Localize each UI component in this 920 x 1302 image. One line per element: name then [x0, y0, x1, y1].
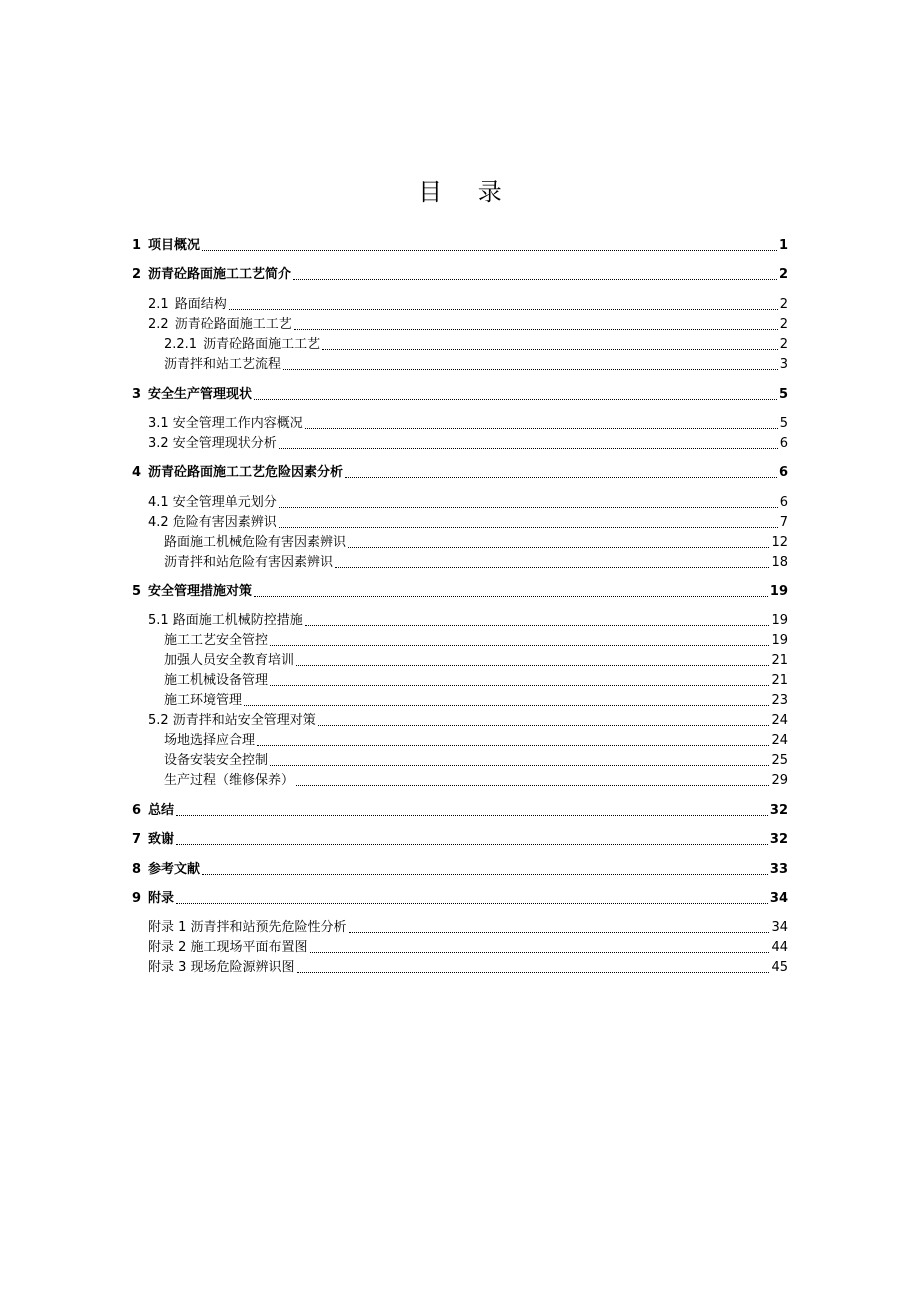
toc-entry-label: 加强人员安全教育培训	[164, 653, 295, 668]
toc-entry[interactable]	[0, 797, 920, 819]
toc-entry[interactable]	[0, 767, 920, 789]
toc-entry-label: 场地选择应合理	[164, 733, 256, 748]
toc-entry-label: 沥青砼路面施工工艺	[174, 317, 292, 332]
toc-entry[interactable]	[0, 261, 920, 283]
toc-entry[interactable]	[0, 410, 920, 432]
toc-entry[interactable]	[0, 430, 920, 452]
toc-entry-number: 3	[132, 387, 142, 402]
toc-entry[interactable]	[0, 607, 920, 629]
toc-entry[interactable]	[0, 707, 920, 729]
toc-entry-label: 附录 2 施工现场平面布置图	[148, 940, 308, 955]
toc-entry-page-number: 45	[771, 960, 788, 975]
toc-entry-number: 8	[132, 862, 142, 877]
dot-leader	[335, 567, 769, 568]
toc-entry-label: 沥青拌和站危险有害因素辨识	[164, 555, 334, 570]
toc-entry[interactable]	[0, 914, 920, 936]
toc-entry-label: 沥青拌和站工艺流程	[164, 357, 282, 372]
dot-leader	[297, 972, 770, 973]
toc-entry-page-number: 24	[771, 713, 788, 728]
dot-leader	[270, 765, 769, 766]
toc-entry-label: 附录 1 沥青拌和站预先危险性分析	[148, 920, 347, 935]
toc-entry-number: 1	[132, 238, 142, 253]
toc-entry[interactable]	[0, 311, 920, 333]
toc-entry-label: 安全管理措施对策	[148, 584, 253, 599]
toc-entry[interactable]	[0, 885, 920, 907]
dot-leader	[279, 527, 778, 528]
toc-entry-label: 路面结构	[174, 297, 227, 312]
toc-entry-label: 参考文献	[148, 862, 201, 877]
dot-leader	[305, 625, 770, 626]
toc-entry-page-number: 5	[778, 387, 788, 402]
dot-leader	[322, 349, 778, 350]
dot-leader	[254, 399, 777, 400]
toc-entry-label: 附录	[148, 891, 175, 906]
toc-entry-number: 7	[132, 832, 142, 847]
toc-entry-page-number: 32	[769, 832, 788, 847]
toc-entry-label: 沥青砼路面施工工艺	[203, 337, 321, 352]
toc-entry[interactable]	[0, 667, 920, 689]
toc-entry-label: 4.2 危险有害因素辨识	[148, 515, 277, 530]
toc-entry-page-number: 6	[778, 465, 788, 480]
dot-leader	[257, 745, 769, 746]
toc-entry-label: 5.2 沥青拌和站安全管理对策	[148, 713, 316, 728]
toc-entry-label: 安全生产管理现状	[148, 387, 253, 402]
toc-entry-number: 2.2	[148, 317, 169, 332]
toc-entry-page-number: 34	[771, 920, 788, 935]
toc-entry[interactable]	[0, 529, 920, 551]
toc-entry-page-number: 12	[771, 535, 788, 550]
toc-entry[interactable]	[0, 489, 920, 511]
toc-entry-page-number: 29	[771, 773, 788, 788]
toc-entry-page-number: 21	[771, 653, 788, 668]
toc-entry[interactable]	[0, 232, 920, 254]
toc-entry[interactable]	[0, 934, 920, 956]
toc-entry-number: 2	[132, 267, 142, 282]
toc-entry-label: 总结	[148, 803, 175, 818]
toc-entry-label: 3.1 安全管理工作内容概况	[148, 416, 303, 431]
dot-leader	[176, 815, 768, 816]
toc-entry[interactable]	[0, 459, 920, 481]
toc-entry-page-number: 32	[769, 803, 788, 818]
toc-entry-page-number: 2	[779, 337, 788, 352]
toc-entry-page-number: 34	[769, 891, 788, 906]
toc-entry-page-number: 21	[771, 673, 788, 688]
dot-leader	[279, 507, 778, 508]
toc-entry-label: 路面施工机械危险有害因素辨识	[164, 535, 347, 550]
toc-entry-page-number: 5	[779, 416, 788, 431]
toc-entry-page-number: 2	[778, 267, 788, 282]
dot-leader	[254, 596, 768, 597]
toc-entry-label: 施工机械设备管理	[164, 673, 269, 688]
toc-entry-page-number: 25	[771, 753, 788, 768]
dot-leader	[349, 932, 770, 933]
toc-entry-page-number: 44	[771, 940, 788, 955]
toc-entry-number: 5	[132, 584, 142, 599]
dot-leader	[293, 279, 777, 280]
dot-leader	[176, 844, 768, 845]
toc-entry[interactable]	[0, 381, 920, 403]
toc-entry-page-number: 3	[779, 357, 788, 372]
dot-leader	[202, 250, 777, 251]
dot-leader	[202, 874, 768, 875]
toc-entry-number: 4	[132, 465, 142, 480]
dot-leader	[305, 428, 778, 429]
toc-entry-page-number: 6	[779, 495, 788, 510]
toc-entry-number: 6	[132, 803, 142, 818]
dot-leader	[345, 477, 777, 478]
toc-entry-label: 4.1 安全管理单元划分	[148, 495, 277, 510]
dot-leader	[270, 685, 769, 686]
dot-leader	[294, 329, 778, 330]
dot-leader	[229, 309, 778, 310]
dot-leader	[244, 705, 769, 706]
dot-leader	[310, 952, 770, 953]
toc-entry-number: 9	[132, 891, 142, 906]
toc-entry-label: 5.1 路面施工机械防控措施	[148, 613, 303, 628]
toc-entry[interactable]	[0, 291, 920, 313]
toc-entry[interactable]	[0, 747, 920, 769]
toc-entry[interactable]	[0, 627, 920, 649]
toc-entry-page-number: 23	[771, 693, 788, 708]
toc-entry-page-number: 6	[779, 436, 788, 451]
toc-entry-label: 致谢	[148, 832, 175, 847]
toc-title: 目 录	[418, 178, 516, 206]
toc-entry-page-number: 19	[771, 613, 788, 628]
toc-entry-label: 3.2 安全管理现状分析	[148, 436, 277, 451]
toc-entry-page-number: 33	[769, 862, 788, 877]
toc-entry[interactable]	[0, 578, 920, 600]
toc-entry-page-number: 7	[779, 515, 788, 530]
toc-entry-page-number: 24	[771, 733, 788, 748]
toc-entry-page-number: 2	[779, 317, 788, 332]
toc-entry[interactable]	[0, 954, 920, 976]
toc-entry-label: 附录 3 现场危险源辨识图	[148, 960, 295, 975]
dot-leader	[283, 369, 778, 370]
toc-entry-page-number: 2	[779, 297, 788, 312]
toc-entry-page-number: 19	[771, 633, 788, 648]
toc-entry-page-number: 1	[778, 238, 788, 253]
toc-entry-label: 生产过程（维修保养）	[164, 773, 295, 788]
toc-entry-label: 项目概况	[148, 238, 201, 253]
toc-entry[interactable]	[0, 687, 920, 709]
toc-entry[interactable]	[0, 509, 920, 531]
dot-leader	[348, 547, 769, 548]
toc-entry-label: 施工环境管理	[164, 693, 243, 708]
toc-entry-label: 施工工艺安全管控	[164, 633, 269, 648]
toc-entry[interactable]	[0, 826, 920, 848]
toc-entry-label: 设备安装安全控制	[164, 753, 269, 768]
toc-entry-number: 2.2.1	[164, 337, 198, 352]
toc-entry[interactable]	[0, 647, 920, 669]
toc-entry-number: 2.1	[148, 297, 169, 312]
toc-entry-label: 沥青砼路面施工工艺简介	[148, 267, 292, 282]
toc-entry[interactable]	[0, 856, 920, 878]
dot-leader	[176, 903, 768, 904]
toc-entry-page-number: 18	[771, 555, 788, 570]
toc-entry[interactable]	[0, 727, 920, 749]
dot-leader	[279, 448, 778, 449]
toc-entry-page-number: 19	[769, 584, 788, 599]
dot-leader	[296, 665, 769, 666]
toc-entry[interactable]	[0, 351, 920, 373]
toc-entry-label: 沥青砼路面施工工艺危险因素分析	[148, 465, 344, 480]
dot-leader	[296, 785, 769, 786]
dot-leader	[270, 645, 769, 646]
dot-leader	[318, 725, 770, 726]
toc-entry[interactable]	[0, 549, 920, 571]
toc-entry[interactable]	[0, 331, 920, 353]
